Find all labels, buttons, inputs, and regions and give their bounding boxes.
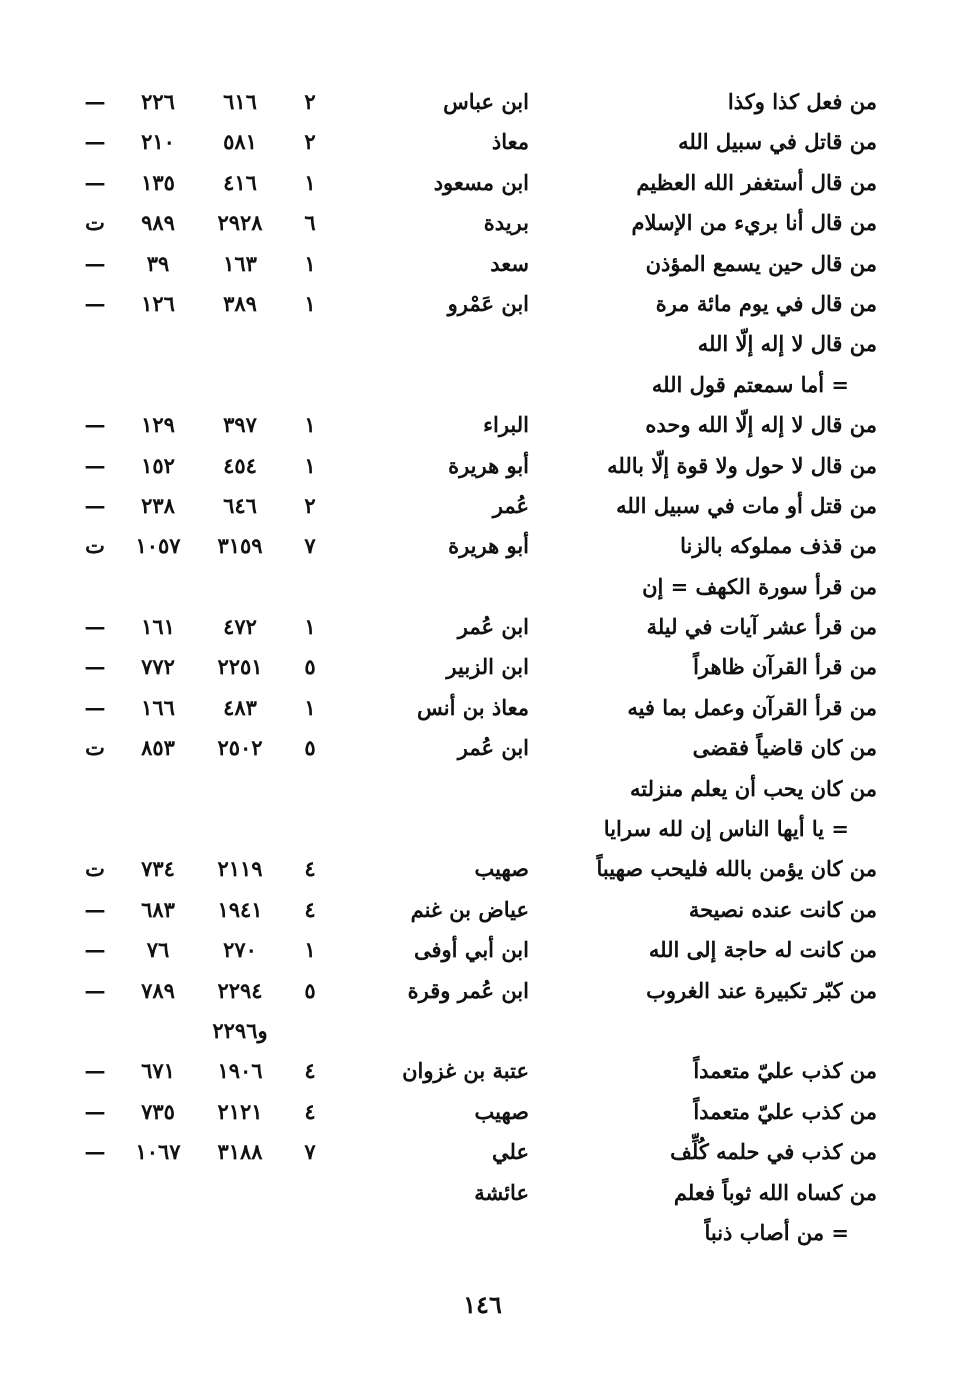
hadith-phrase: من كان قاضياً فقضى	[692, 735, 877, 761]
source-mark: —	[84, 896, 106, 922]
page-reference: ٦٧١	[141, 1058, 175, 1084]
page-reference: ٧٨٩	[141, 977, 175, 1003]
index-row	[0, 526, 965, 566]
page-reference: ٦٨٣	[141, 896, 175, 922]
narrator-name: البراء	[483, 412, 529, 438]
volume-number: ١	[304, 290, 316, 316]
index-row	[0, 486, 965, 526]
narrator-name: علي	[492, 1139, 529, 1165]
volume-number: ١	[304, 452, 316, 478]
hadith-phrase: من كذب في حلمه كُلِّف	[670, 1139, 877, 1165]
source-mark: —	[84, 89, 106, 114]
source-mark: —	[84, 937, 106, 963]
narrator-name: صهيب	[474, 1098, 529, 1124]
hadith-number: ١٦٣	[223, 250, 257, 276]
volume-number: ٥	[304, 735, 316, 761]
narrator-name: أبو هريرة	[448, 533, 529, 559]
page-reference: ١٢٦	[141, 290, 175, 316]
page-reference: ٧٦	[146, 937, 170, 963]
index-row	[0, 365, 965, 405]
hadith-number: ٥٨١	[223, 129, 257, 155]
hadith-phrase: من كبّر تكبيرة عند الغروب	[646, 977, 877, 1003]
page-reference: ٣٩	[146, 250, 170, 276]
hadith-phrase: = يا أيها الناس إن لله سرايا	[603, 816, 849, 842]
index-row	[0, 82, 965, 122]
source-mark: ت	[85, 856, 105, 882]
index-row	[0, 809, 965, 849]
hadith-number: ٢٩٢٨	[217, 210, 263, 236]
page-reference: ١٦١	[141, 614, 175, 640]
hadith-number: ٦٤٦	[223, 492, 257, 518]
hadith-phrase: من قال لا حول ولا قوة إلّا بالله	[607, 452, 877, 478]
narrator-name: سعد	[490, 250, 529, 276]
source-mark: —	[84, 169, 106, 195]
source-mark: —	[84, 290, 106, 316]
page-reference: ١٢٩	[141, 412, 175, 438]
page-reference: ٧٣٤	[141, 856, 175, 882]
hadith-phrase: من قرأ سورة الكهف = إن	[642, 573, 877, 599]
index-row	[0, 1132, 965, 1172]
hadith-phrase: من قاتل في سبيل الله	[678, 129, 877, 155]
index-row	[0, 607, 965, 647]
narrator-name: ابن الزبير	[446, 654, 529, 680]
hadith-number: ١٩٤١	[217, 896, 263, 922]
index-row	[0, 728, 965, 768]
page-reference: ١٠٦٧	[135, 1139, 181, 1165]
narrator-name: ابن مسعود	[433, 169, 529, 195]
index-row	[0, 567, 965, 607]
hadith-phrase: من كان يؤمن بالله فليحب صهيباً	[596, 856, 877, 882]
page-reference: ٩٨٩	[141, 210, 175, 236]
hadith-phrase: من قال في يوم مائة مرة	[655, 290, 877, 316]
hadith-phrase: من قال حين يسمع المؤذن	[645, 250, 877, 276]
volume-number: ١	[304, 250, 316, 276]
hadith-phrase: من كانت له حاجة إلى الله	[648, 937, 877, 963]
page-reference: ١٣٥	[141, 169, 175, 195]
index-row	[0, 769, 965, 809]
source-mark: ت	[85, 210, 105, 236]
source-mark: —	[84, 250, 106, 276]
narrator-name: ابن أبي أوفى	[414, 937, 529, 963]
index-row	[0, 122, 965, 162]
narrator-name: عائشة	[474, 1179, 529, 1205]
volume-number: ١	[304, 412, 316, 438]
hadith-number: ٢٧٠	[223, 937, 257, 963]
narrator-name: بريدة	[483, 210, 529, 236]
source-mark: —	[84, 977, 106, 1003]
hadith-phrase: من قال لا إله إلّا الله وحده	[645, 412, 877, 438]
source-mark: —	[84, 1098, 106, 1124]
narrator-name: ابن عباس	[443, 89, 529, 114]
volume-number: ٤	[304, 1058, 316, 1084]
hadith-phrase: من فعل كذا وكذا	[727, 89, 877, 114]
volume-number: ٤	[304, 1098, 316, 1124]
hadith-number: ٣٩٧	[223, 412, 257, 438]
page-reference: ١٦٦	[141, 694, 175, 720]
hadith-phrase: من كان يحب أن يعلم منزلته	[630, 775, 877, 801]
hadith-number: ٣١٨٨	[217, 1139, 263, 1165]
narrator-name: ابن عَمْرو	[447, 290, 529, 316]
source-mark: —	[84, 129, 106, 155]
volume-number: ٤	[304, 896, 316, 922]
hadith-number: ٢٥٠٢	[217, 735, 263, 761]
page-reference: ٢٢٦	[141, 89, 175, 114]
page-reference: ٧٧٢	[141, 654, 175, 680]
hadith-phrase: = من أصاب ذنباً	[704, 1219, 849, 1245]
source-mark: ت	[85, 533, 105, 559]
source-mark: —	[84, 614, 106, 640]
hadith-number: ٤٧٢	[223, 614, 257, 640]
volume-number: ٢	[304, 129, 316, 155]
index-row	[0, 688, 965, 728]
hadith-number: ٣٨٩	[223, 290, 257, 316]
hadith-number: و٢٢٩٦	[212, 1017, 268, 1043]
narrator-name: ابن عُمر	[457, 614, 529, 640]
index-row	[0, 203, 965, 243]
hadith-number: ٤٨٣	[223, 694, 257, 720]
index-row	[0, 890, 965, 930]
volume-number: ٦	[304, 210, 316, 236]
hadith-phrase: من قال أستغفر الله العظيم	[636, 169, 877, 195]
source-mark: —	[84, 1058, 106, 1084]
volume-number: ٤	[304, 856, 316, 882]
index-row	[0, 971, 965, 1011]
source-mark: —	[84, 654, 106, 680]
narrator-name: عُمر	[492, 492, 529, 518]
hadith-phrase: من قذف مملوكه بالزنا	[680, 533, 877, 559]
index-row	[0, 1051, 965, 1091]
index-row	[0, 930, 965, 970]
hadith-phrase: من قرأ عشر آيات في ليلة	[646, 614, 877, 640]
source-mark: —	[84, 452, 106, 478]
page-reference: ١٥٢	[141, 452, 175, 478]
index-row	[0, 1092, 965, 1132]
hadith-phrase: من قال أنا بريء من الإسلام	[631, 210, 877, 236]
index-table	[0, 82, 965, 1253]
index-row	[0, 244, 965, 284]
index-row	[0, 1011, 965, 1051]
hadith-number: ٢١٢١	[217, 1098, 263, 1124]
hadith-number: ٦١٦	[223, 89, 257, 114]
volume-number: ٥	[304, 654, 316, 680]
volume-number: ٧	[304, 1139, 316, 1165]
volume-number: ١	[304, 614, 316, 640]
index-row	[0, 405, 965, 445]
hadith-number: ١٩٠٦	[217, 1058, 263, 1084]
index-row	[0, 647, 965, 687]
source-mark: —	[84, 694, 106, 720]
page-reference: ٢٣٨	[141, 492, 175, 518]
page-reference: ٢١٠	[141, 129, 175, 155]
index-row	[0, 324, 965, 364]
index-row	[0, 1213, 965, 1253]
index-row	[0, 284, 965, 324]
narrator-name: عتبة بن غزوان	[402, 1058, 529, 1084]
index-row	[0, 849, 965, 889]
narrator-name: ابن عُمر	[457, 735, 529, 761]
hadith-phrase: من كذب عليّ متعمداً	[693, 1098, 877, 1124]
page-number: ١٤٦	[463, 1290, 502, 1319]
volume-number: ١	[304, 694, 316, 720]
volume-number: ٢	[304, 492, 316, 518]
narrator-name: عياض بن غنم	[410, 896, 529, 922]
hadith-number: ٢١١٩	[217, 856, 263, 882]
page-reference: ٧٣٥	[141, 1098, 175, 1124]
narrator-name: معاذ	[491, 129, 529, 155]
page-reference: ١٠٥٧	[135, 533, 181, 559]
hadith-phrase: من قرأ القرآن ظاهراً	[693, 654, 877, 680]
hadith-number: ٢٢٩٤	[217, 977, 263, 1003]
hadith-number: ٤١٦	[223, 169, 257, 195]
narrator-name: ابن عُمر وقرة	[407, 977, 529, 1003]
page-reference: ٨٥٣	[141, 735, 175, 761]
volume-number: ١	[304, 169, 316, 195]
source-mark: —	[84, 1139, 106, 1165]
index-row	[0, 1173, 965, 1213]
hadith-number: ٤٥٤	[223, 452, 257, 478]
hadith-phrase: = أما سمعتم قول الله	[651, 371, 849, 397]
index-row	[0, 163, 965, 203]
hadith-phrase: من قال لا إله إلّا الله	[697, 331, 877, 357]
source-mark: —	[84, 492, 106, 518]
volume-number: ٢	[304, 89, 316, 114]
source-mark: ت	[85, 735, 105, 761]
hadith-number: ٢٢٥١	[217, 654, 263, 680]
volume-number: ٥	[304, 977, 316, 1003]
narrator-name: أبو هريرة	[448, 452, 529, 478]
hadith-phrase: من كانت عنده نصيحة	[688, 896, 877, 922]
index-row	[0, 446, 965, 486]
hadith-phrase: من كذب عليّ متعمداً	[693, 1058, 877, 1084]
narrator-name: صهيب	[474, 856, 529, 882]
narrator-name: معاذ بن أنس	[416, 694, 529, 720]
source-mark: —	[84, 412, 106, 438]
hadith-number: ٣١٥٩	[217, 533, 263, 559]
hadith-phrase: من قرأ القرآن وعمل بما فيه	[627, 694, 877, 720]
hadith-phrase: من كساه الله ثوباً فعلم	[673, 1179, 877, 1205]
volume-number: ٧	[304, 533, 316, 559]
volume-number: ١	[304, 937, 316, 963]
hadith-phrase: من قتل أو مات في سبيل الله	[616, 492, 877, 518]
